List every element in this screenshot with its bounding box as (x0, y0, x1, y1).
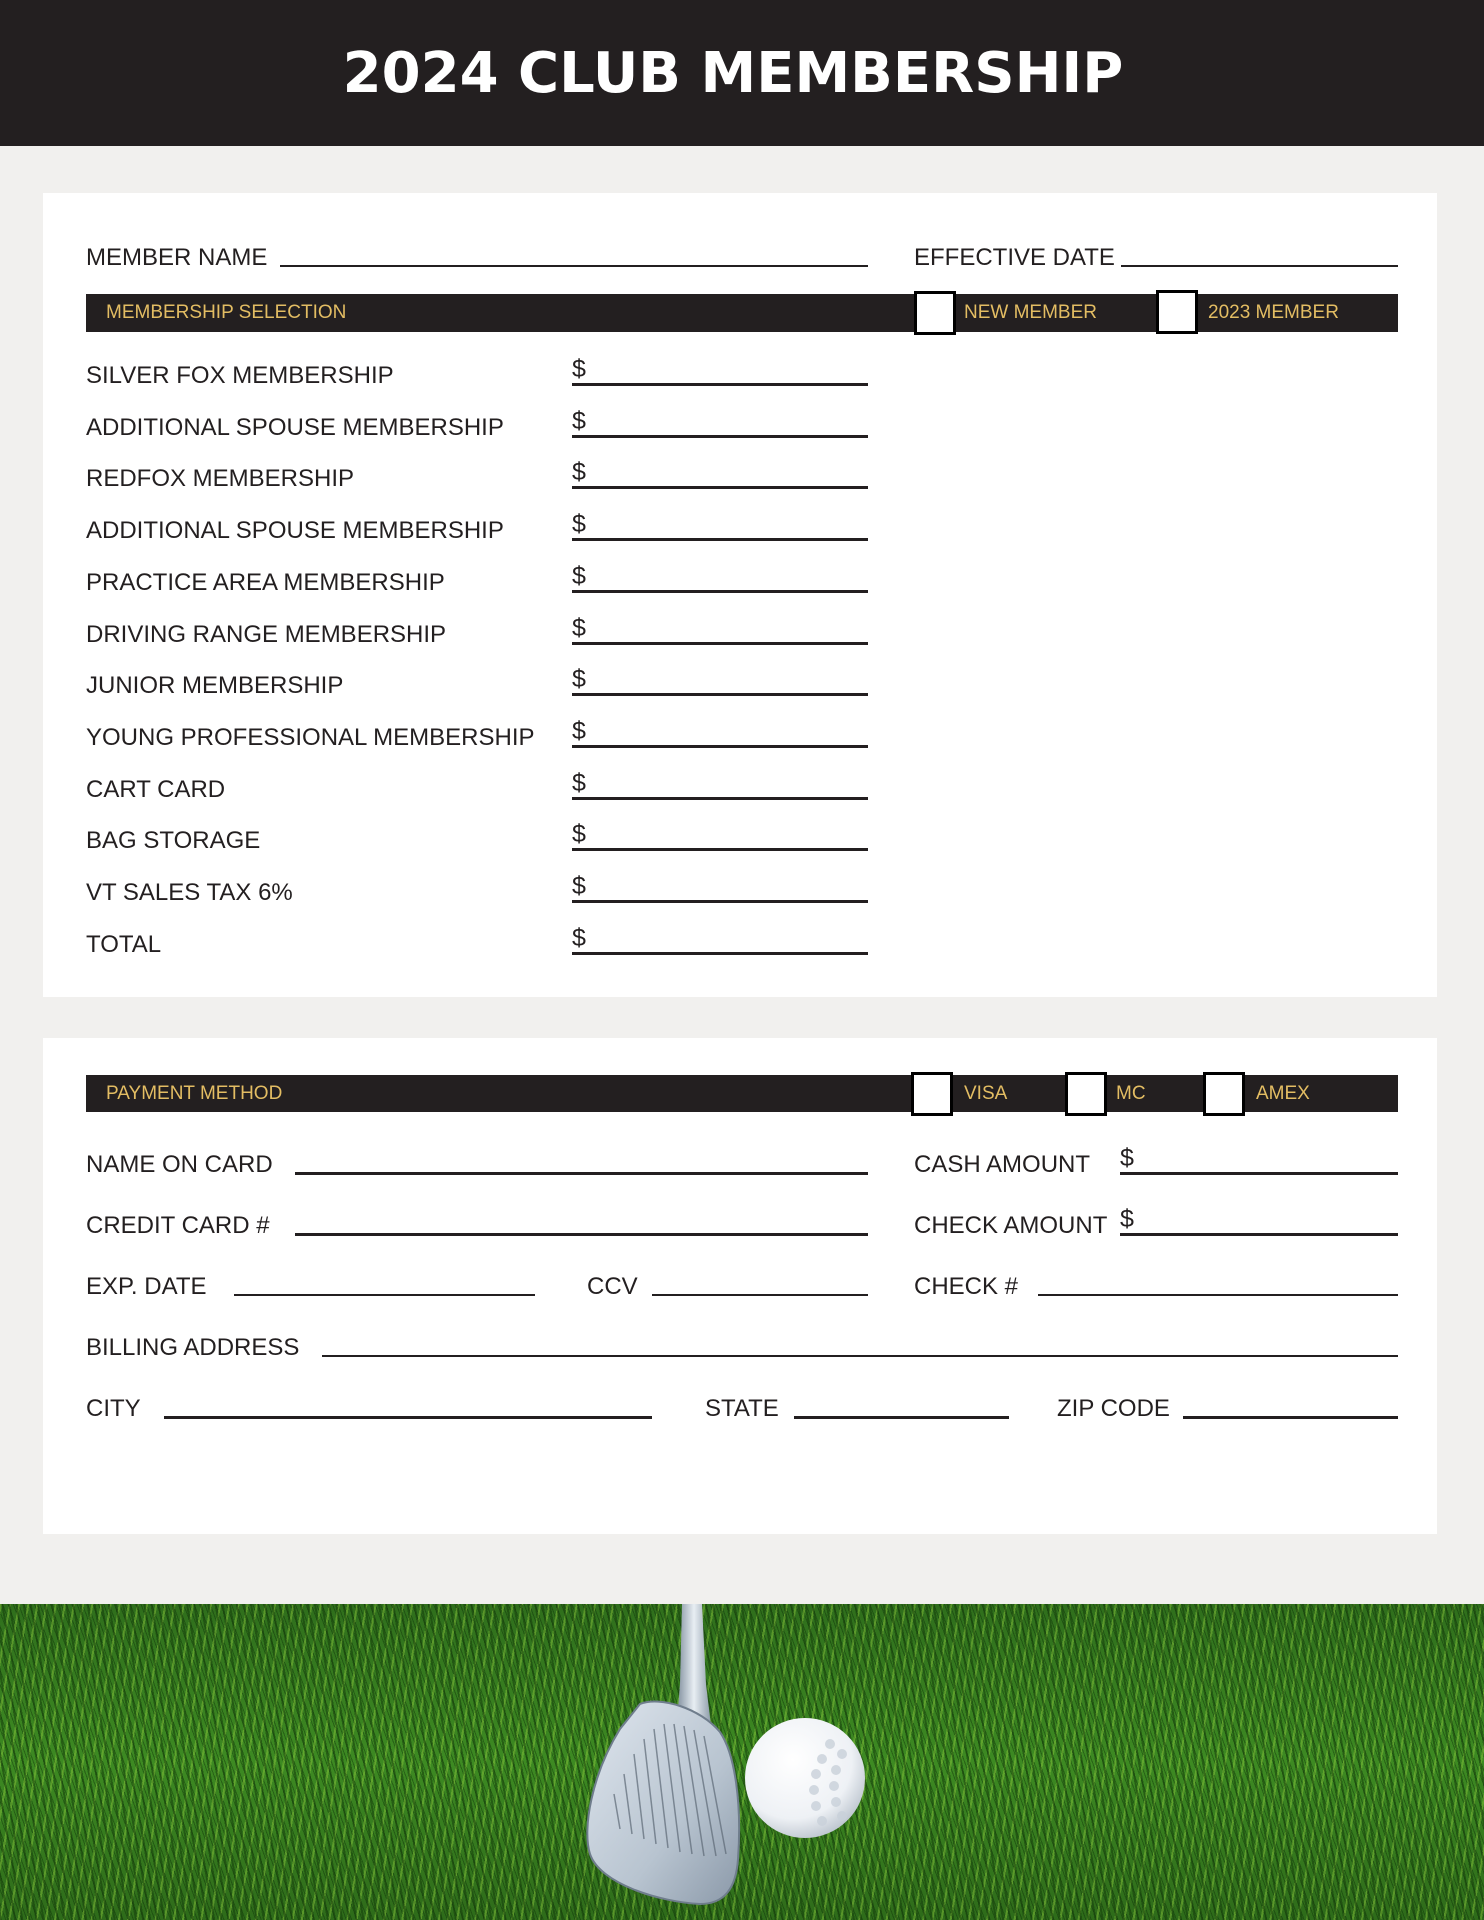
membership-item-amount-field[interactable] (572, 900, 868, 903)
membership-card (43, 193, 1437, 997)
dollar-sign: $ (572, 769, 586, 797)
membership-item-amount-field[interactable] (572, 486, 868, 489)
check-amount-field[interactable] (1120, 1233, 1398, 1236)
new-member-label: NEW MEMBER (964, 302, 1097, 323)
dollar-sign: $ (572, 458, 586, 486)
membership-item-amount-field[interactable] (572, 797, 868, 800)
exp-date-field[interactable] (234, 1294, 535, 1296)
membership-item-label: DRIVING RANGE MEMBERSHIP (86, 621, 447, 648)
name-on-card-label: NAME ON CARD (86, 1151, 273, 1178)
dollar-sign: $ (572, 924, 586, 952)
dollar-sign: $ (572, 665, 586, 693)
membership-item-amount-field[interactable] (572, 435, 868, 438)
ccv-label: CCV (587, 1273, 638, 1300)
visa-checkbox[interactable] (911, 1072, 953, 1116)
zip-code-field[interactable] (1183, 1416, 1398, 1419)
cash-amount-field[interactable] (1120, 1172, 1398, 1175)
check-amount-label: CHECK AMOUNT (914, 1212, 1108, 1239)
mc-label: MC (1116, 1083, 1146, 1104)
ccv-field[interactable] (652, 1294, 868, 1296)
name-on-card-field[interactable] (295, 1172, 868, 1175)
membership-item-label: VT SALES TAX 6% (86, 879, 293, 906)
membership-item-amount-field[interactable] (572, 745, 868, 748)
cash-dollar-sign: $ (1120, 1144, 1134, 1172)
2023-member-label: 2023 MEMBER (1208, 302, 1339, 323)
membership-item-amount-field[interactable] (572, 538, 868, 541)
state-field[interactable] (794, 1416, 1009, 1419)
check-number-label: CHECK # (914, 1273, 1019, 1300)
member-name-label: MEMBER NAME (86, 244, 268, 271)
membership-item-amount-field[interactable] (572, 952, 868, 955)
dollar-sign: $ (572, 355, 586, 383)
dollar-sign: $ (572, 872, 586, 900)
amex-label: AMEX (1256, 1083, 1310, 1104)
membership-selection-bar (86, 294, 1398, 332)
cash-amount-label: CASH AMOUNT (914, 1151, 1091, 1178)
membership-item-amount-field[interactable] (572, 693, 868, 696)
2023-member-checkbox[interactable] (1156, 290, 1198, 334)
golf-club-and-ball-icon (0, 1604, 1484, 1920)
billing-address-label: BILLING ADDRESS (86, 1334, 300, 1361)
effective-date-label: EFFECTIVE DATE (914, 244, 1115, 271)
dollar-sign: $ (572, 562, 586, 590)
membership-item-label: JUNIOR MEMBERSHIP (86, 672, 344, 699)
payment-method-bar (86, 1075, 1398, 1112)
mc-checkbox[interactable] (1065, 1072, 1107, 1116)
visa-label: VISA (964, 1083, 1008, 1104)
payment-method-title: PAYMENT METHOD (106, 1083, 283, 1104)
city-label: CITY (86, 1395, 141, 1422)
membership-item-label: PRACTICE AREA MEMBERSHIP (86, 569, 445, 596)
check-number-field[interactable] (1038, 1294, 1398, 1296)
membership-selection-title: MEMBERSHIP SELECTION (106, 302, 347, 323)
effective-date-field[interactable] (1121, 265, 1398, 267)
golf-footer-image (0, 1604, 1484, 1920)
membership-item-amount-field[interactable] (572, 590, 868, 593)
state-label: STATE (705, 1395, 779, 1422)
membership-item-label: CART CARD (86, 776, 226, 803)
membership-item-label: ADDITIONAL SPOUSE MEMBERSHIP (86, 517, 504, 544)
dollar-sign: $ (572, 407, 586, 435)
check-dollar-sign: $ (1120, 1205, 1134, 1233)
page-title: 2024 CLUB MEMBERSHIP (342, 40, 1124, 106)
dollar-sign: $ (572, 614, 586, 642)
membership-item-label: REDFOX MEMBERSHIP (86, 465, 355, 492)
page-header (0, 0, 1484, 146)
payment-card (43, 1038, 1437, 1534)
membership-item-amount-field[interactable] (572, 848, 868, 851)
membership-item-label: BAG STORAGE (86, 827, 261, 854)
city-field[interactable] (164, 1416, 652, 1419)
credit-card-field[interactable] (295, 1233, 868, 1236)
membership-item-label: ADDITIONAL SPOUSE MEMBERSHIP (86, 414, 504, 441)
credit-card-label: CREDIT CARD # (86, 1212, 270, 1239)
new-member-checkbox[interactable] (914, 291, 956, 335)
membership-item-label: TOTAL (86, 931, 162, 958)
zip-code-label: ZIP CODE (1057, 1395, 1170, 1422)
member-name-field[interactable] (280, 265, 868, 267)
dollar-sign: $ (572, 717, 586, 745)
membership-item-label: YOUNG PROFESSIONAL MEMBERSHIP (86, 724, 535, 751)
exp-date-label: EXP. DATE (86, 1273, 207, 1300)
dollar-sign: $ (572, 820, 586, 848)
billing-address-field[interactable] (322, 1355, 1398, 1357)
amex-checkbox[interactable] (1203, 1072, 1245, 1116)
dollar-sign: $ (572, 510, 586, 538)
membership-item-amount-field[interactable] (572, 383, 868, 386)
membership-item-amount-field[interactable] (572, 642, 868, 645)
membership-item-label: SILVER FOX MEMBERSHIP (86, 362, 394, 389)
